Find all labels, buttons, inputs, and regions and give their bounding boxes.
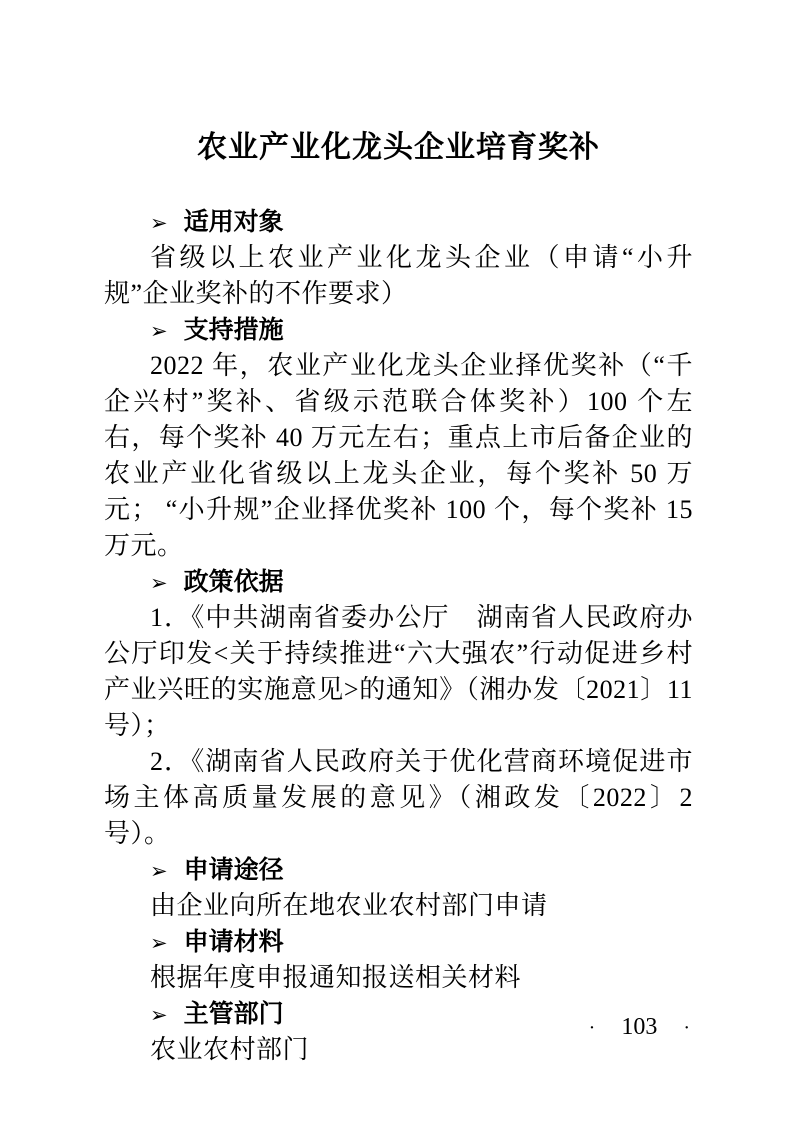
section-heading [104,852,693,888]
arrow-bullet-icon: ➢ [150,1003,168,1027]
section-heading-label: 支持措施 [183,316,284,344]
page-number-right-dot: · [683,1017,690,1039]
arrow-bullet-icon: ➢ [150,859,168,883]
section-paragraph: 由企业向所在地农业农村部门申请 [150,891,548,920]
section-heading-label: 申请材料 [183,928,284,956]
page-number-left-dot: · [588,1017,596,1039]
section-paragraph: 2022 年，农业产业化龙头企业择优奖补（“千企兴村”奖补、省级示范联合体奖补）100 个左右，每个奖补 40 万元左右；重点上市后备企业的农业产业化省级以上龙头企业，每个奖补 50 万元； “小升规”企业择优奖补 100 个，每个奖补 15 万元。 [104,351,693,560]
section-heading-label: 适用对象 [183,208,284,236]
section-heading [104,312,693,348]
section-heading-label: 申请途径 [183,856,284,884]
section-paragraph: 农业农村部门 [150,1035,310,1064]
section-paragraph: 1．《中共湖南省委办公厅 湖南省人民政府办公厅印发<关于持续推进“六大强农”行动促进乡村产业兴旺的实施意见>的通知》（湘办发〔2021〕11 号）； [104,603,693,740]
section-paragraph: 根据年度申报通知报送相关材料 [150,963,522,992]
section-heading [104,924,693,960]
page-number-value: 103 [621,1014,658,1040]
section-heading-label: 政策依据 [183,568,284,596]
section-policy-basis [104,564,693,852]
arrow-bullet-icon: ➢ [150,571,168,595]
section-heading [104,564,693,600]
section-heading [104,204,693,240]
section-paragraph: 2．《湖南省人民政府关于优化营商环境促进市场主体高质量发展的意见》（湘政发〔2022〕2 号）。 [104,747,693,848]
arrow-bullet-icon: ➢ [150,319,168,343]
arrow-bullet-icon: ➢ [150,931,168,955]
page-number [589,1015,690,1040]
section-applicable-targets [104,204,693,312]
section-paragraph: 省级以上农业产业化龙头企业（申请“小升规”企业奖补的不作要求） [104,243,693,308]
section-heading-label: 主管部门 [183,1000,284,1028]
arrow-bullet-icon: ➢ [150,211,168,235]
section-application-materials [104,924,693,996]
section-application-channel [104,852,693,924]
page-title: 农业产业化龙头企业培育奖补 [197,131,600,164]
page-content [104,128,693,1068]
section-support-measures [104,312,693,564]
